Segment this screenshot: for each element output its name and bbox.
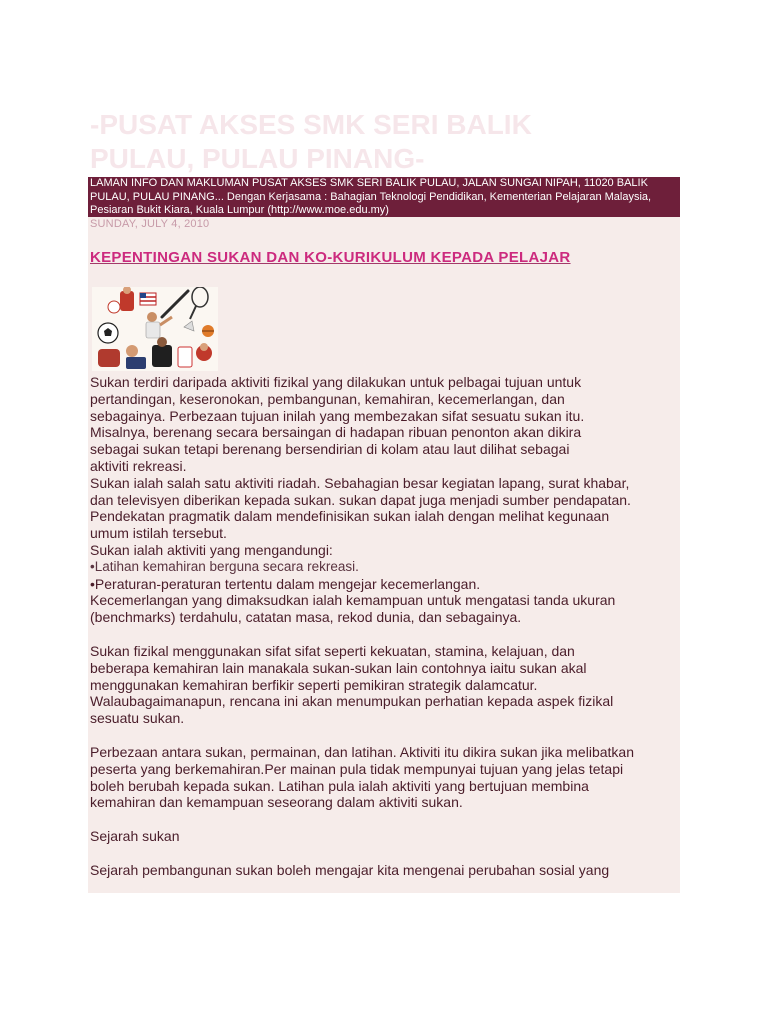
body-line: Sukan ialah salah satu aktiviti riadah. Sebahagian besar kegiatan lapang, surat khabar, xyxy=(90,474,630,491)
sports-collage-image xyxy=(92,287,218,371)
body-line: Kecemerlangan yang dimaksudkan ialah kemampuan untuk mengatasi tanda ukuran xyxy=(90,592,616,609)
body-line: peserta yang berkemahiran.Per mainan pula tidak mempunyai tujuan yang jelas tetapi xyxy=(90,760,624,777)
body-line: boleh berubah kepada sukan. Latihan pula ialah aktiviti yang bertujuan membina xyxy=(90,777,589,794)
body-line: aktiviti rekreasi. xyxy=(90,457,187,474)
body-line: Pendekatan pragmatik dalam mendefinisikan sukan ialah dengan melihat kegunaan xyxy=(90,508,610,525)
sports-collage-icon xyxy=(92,287,218,371)
body-line: sebagainya. Perbezaan tujuan inilah yang membezakan sifat sesuatu sukan itu. xyxy=(90,407,585,424)
body-line: (benchmarks) terdahulu, catatan masa, rekod dunia, dan sebagainya. xyxy=(90,609,522,626)
body-line: Sukan terdiri daripada aktiviti fizikal yang dilakukan untuk pelbagai tujuan untuk xyxy=(90,374,582,390)
body-line: umum istilah tersebut. xyxy=(90,525,227,542)
body-line: pertandingan, keseronokan, pembangunan, kemahiran, kecemerlangan, dan xyxy=(90,390,565,407)
post-title[interactable]: KEPENTINGAN SUKAN DAN KO-KURIKULUM KEPADA PELAJAR xyxy=(90,249,571,266)
blog-title-line-1[interactable]: -PUSAT AKSES SMK SERI BALIK xyxy=(90,109,532,140)
section-heading: Sejarah sukan xyxy=(90,828,180,845)
body-line: menggunakan kemahiran berfikir seperti pemikiran strategik dalamcatur. xyxy=(90,676,538,693)
bullet-item: •Peraturan-peraturan tertentu dalam mengejar kecemerlangan. xyxy=(90,575,481,592)
paragraph-gap xyxy=(90,811,680,828)
body-line: Sejarah pembangunan sukan boleh mengajar kita mengenai perubahan sosial yang xyxy=(90,861,610,878)
body-line: sesuatu sukan. xyxy=(90,710,185,727)
post-body xyxy=(90,374,680,879)
body-line: sebagai sukan tetapi berenang bersendirian di kolam atau laut dilihat sebagai xyxy=(90,441,570,458)
blog-description: LAMAN INFO DAN MAKLUMAN PUSAT AKSES SMK SERI BALIK PULAU, JALAN SUNGAI NIPAH, 11020 BALIK PULAU, PULAU PINANG... Dengan Kerjasama : Bahagian Teknologi Pendidikan, Kementerian Pelajaran Malaysia, Pesiaran Bukit Kiara, Kuala Lumpur (http://www.moe.edu.my) xyxy=(88,177,680,217)
paragraph-gap xyxy=(90,727,680,744)
post-date: SUNDAY, JULY 4, 2010 xyxy=(90,218,210,230)
post-container xyxy=(88,217,680,893)
body-line: dan televisyen diberikan kepada sukan. sukan dapat juga menjadi sumber pendapatan. xyxy=(90,491,631,508)
paragraph-gap xyxy=(90,845,680,862)
body-line: kemahiran dan kemampuan seseorang dalam aktiviti sukan. xyxy=(90,794,463,811)
body-line: Sukan ialah aktiviti yang mengandungi: xyxy=(90,541,333,558)
paragraph-gap xyxy=(90,626,680,643)
body-line: Misalnya, berenang secara bersaingan di hadapan ribuan penonton akan dikira xyxy=(90,424,582,441)
bullet-item: •Latihan kemahiran berguna secara rekreasi. xyxy=(90,558,359,574)
body-line: Sukan fizikal menggunakan sifat sifat seperti kekuatan, stamina, kelajuan, dan xyxy=(90,642,575,659)
blog-title-line-2[interactable]: PULAU, PULAU PINANG- xyxy=(90,143,425,174)
blog-title[interactable] xyxy=(90,108,690,176)
body-line: Walaubagaimanapun, rencana ini akan menumpukan perhatian kepada aspek fizikal xyxy=(90,693,614,710)
body-line: Perbezaan antara sukan, permainan, dan latihan. Aktiviti itu dikira sukan jika melibatkan xyxy=(90,743,634,760)
body-line: beberapa kemahiran lain manakala sukan-sukan lain contohnya iaitu sukan akal xyxy=(90,659,587,676)
